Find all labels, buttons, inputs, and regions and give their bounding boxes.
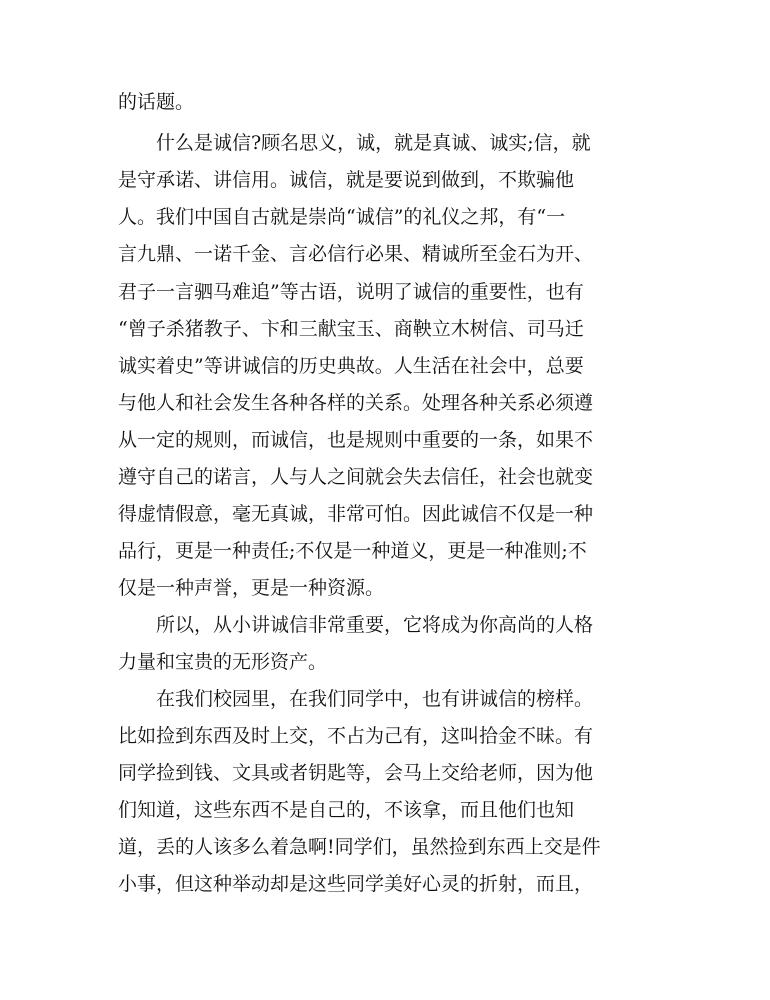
text-line: 君子一言驷马难追”等古语，说明了诚信的重要性，也有	[118, 281, 584, 303]
text-line: 所以，从小讲诚信非常重要，它将成为你高尚的人格	[118, 614, 594, 636]
text-line: 从一定的规则，而诚信，也是规则中重要的一条，如果不	[118, 429, 594, 451]
text-line: 遵守自己的诺言，人与人之间就会失去信任，社会也就变	[118, 466, 594, 488]
text-line: 人。我们中国自古就是崇尚“诚信”的礼仪之邦，有“一	[118, 206, 566, 228]
text-line: 同学捡到钱、文具或者钥匙等，会马上交给老师，因为他	[118, 762, 594, 784]
text-line: 言九鼎、一诺千金、言必信行必果、精诚所至金石为开、	[118, 243, 594, 265]
text-line: “曾子杀猪教子、卞和三献宝玉、商鞅立木树信、司马迁	[118, 318, 584, 340]
text-line: 小事，但这种举动却是这些同学美好心灵的折射，而且，	[118, 873, 594, 895]
text-line: 力量和宝贵的无形资产。	[118, 651, 328, 673]
text-line: 诚实着史”等讲诚信的历史典故。人生活在社会中，总要	[118, 355, 584, 377]
text-line: 的话题。	[118, 91, 195, 113]
text-line: 品行，更是一种责任;不仅是一种道义，更是一种准则;不	[118, 540, 587, 562]
text-line: 与他人和社会发生各种各样的关系。处理各种关系必须遵	[118, 392, 594, 414]
text-line: 什么是诚信?顾名思义，诚，就是真诚、诚实;信，就	[118, 132, 591, 154]
text-line: 仅是一种声誉，更是一种资源。	[118, 577, 385, 599]
text-line: 得虚情假意，毫无真诚，非常可怕。因此诚信不仅是一种	[118, 503, 594, 525]
text-line: 比如捡到东西及时上交，不占为己有，这叫拾金不昧。有	[118, 725, 594, 747]
text-line: 们知道，这些东西不是自己的，不该拿，而且他们也知	[118, 799, 575, 821]
text-line: 道，丢的人该多么着急啊!同学们，虽然捡到东西上交是件	[118, 836, 601, 858]
text-line: 是守承诺、讲信用。诚信，就是要说到做到，不欺骗他	[118, 169, 575, 191]
text-line: 在我们校园里，在我们同学中，也有讲诚信的榜样。	[118, 688, 594, 710]
